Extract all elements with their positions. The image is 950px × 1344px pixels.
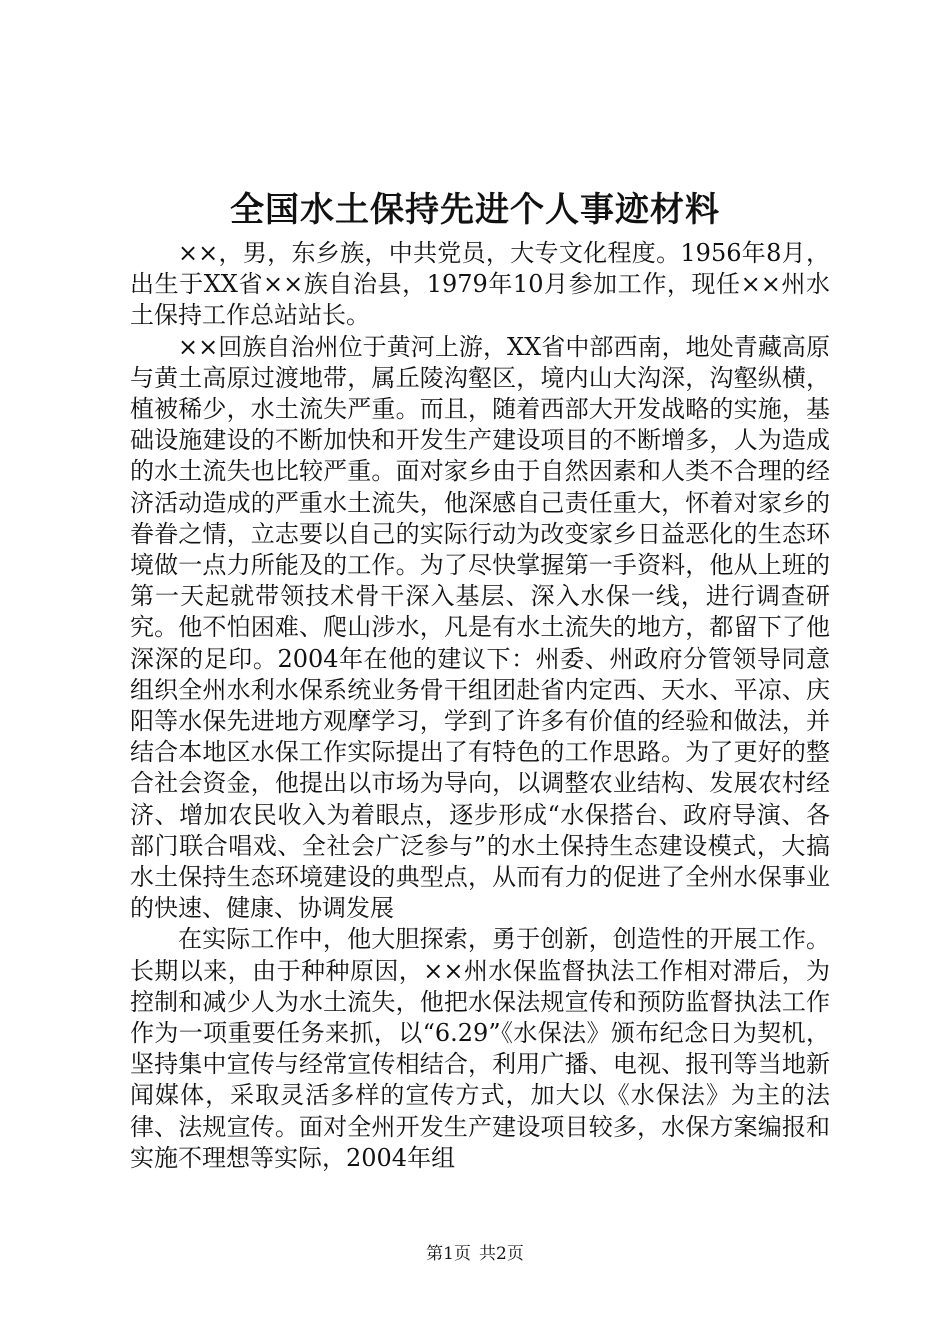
paragraph-intro: ××，男，东乡族，中共党员，大专文化程度。1956年8月，出生于XX省××族自治县，1979年10月参加工作，现任××州水土保持工作总站站长。 [130, 239, 830, 330]
document-body [130, 238, 830, 1174]
page-number-current: 第1页 [426, 1244, 471, 1264]
page-footer [0, 1242, 950, 1266]
document-title: 全国水土保持先进个人事迹材料 [230, 190, 720, 230]
paragraph-background: ××回族自治州位于黄河上游，XX省中部西南，地处青藏高原与黄土高原过渡地带，属丘陵沟壑区，境内山大沟深，沟壑纵横，植被稀少，水土流失严重。而且，随着西部大开发战略的实施，基础设施建设的不断加快和开发生产建设项目的不断增多，人为造成的水土流失也比较严重。面对家乡由于自然因素和人类不合理的经济活动造成的严重水土流失，他深感自己责任重大，怀着对家乡的眷眷之情，立志要以自己的实际行动为改变家乡日益恶化的生态环境做一点力所能及的工作。为了尽快掌握第一手资料，他从上班的第一天起就带领技术骨干深入基层、深入水保一线，进行调查研究。他不怕困难、爬山涉水，凡是有水土流失的地方，都留下了他深深的足印。2004年在他的建议下：州委、州政府分管领导同意组织全州水利水保系统业务骨干组团赴省内定西、天水、平凉、庆阳等水保先进地方观摩学习，学到了许多有价值的经验和做法，并结合本地区水保工作实际提出了有特色的工作思路。为了更好的整合社会资金，他提出以市场为导向，以调整农业结构、发展农村经济、增加农民收入为着眼点，逐步形成“水保搭台、政府导演、各部门联合唱戏、全社会广泛参与”的水土保持生态建设模式，大搞水土保持生态环境建设的典型点，从而有力的促进了全州水保事业的快速、健康、协调发展 [130, 332, 830, 923]
page-number-total: 共2页 [479, 1244, 524, 1264]
paragraph-innovation: 在实际工作中，他大胆探索，勇于创新，创造性的开展工作。长期以来，由于种种原因，××州水保监督执法工作相对滞后，为控制和减少人为水土流失，他把水保法规宣传和预防监督执法工作作为一项重要任务来抓，以“6.29”《水保法》颁布纪念日为契机，坚持集中宣传与经常宣传相结合，利用广播、电视、报刊等当地新闻媒体，采取灵活多样的宣传方式，加大以《水保法》为主的法律、法规宣传。面对全州开发生产建设项目较多，水保方案编报和实施不理想等实际，2004年组 [130, 925, 830, 1172]
